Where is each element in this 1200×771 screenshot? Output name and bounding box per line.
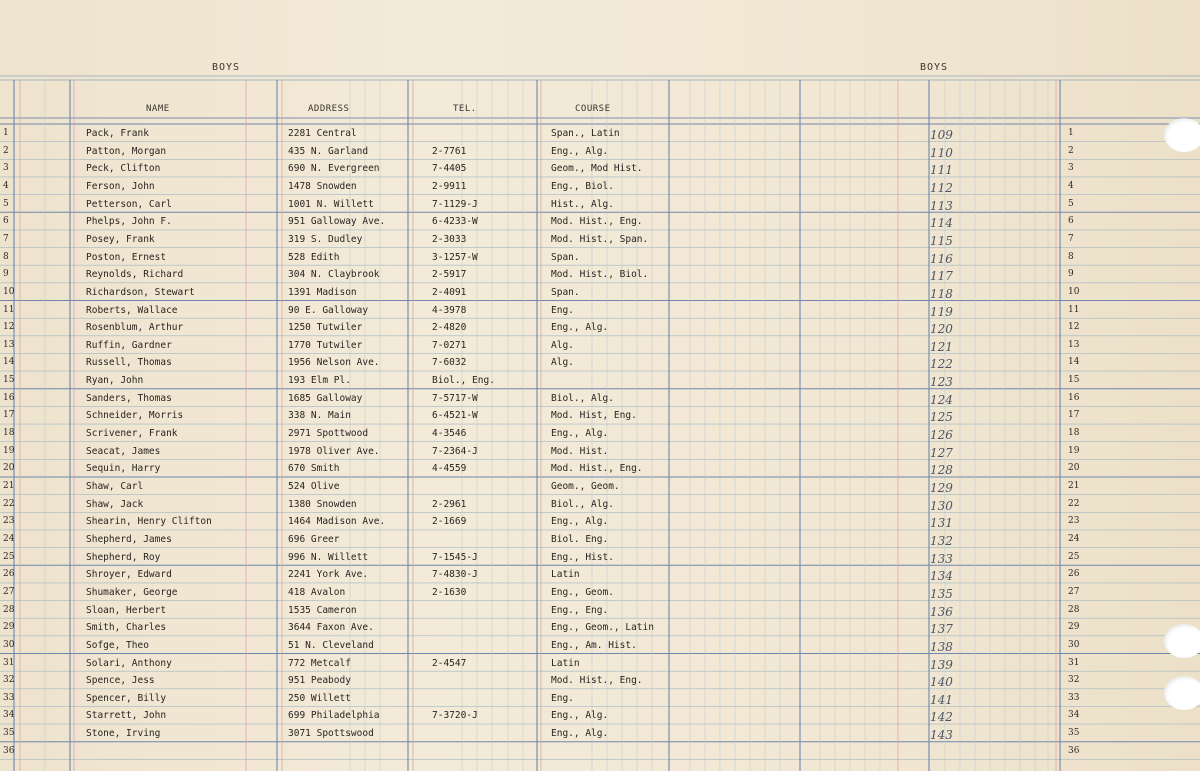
student-address: 690 N. Evergreen xyxy=(288,163,380,175)
handwritten-number: 117 xyxy=(930,269,953,284)
student-name: Spence, Jess xyxy=(86,675,155,687)
student-tel: 2-5917 xyxy=(432,269,467,281)
student-tel: 3-1257-W xyxy=(432,251,478,263)
row-number-left: 11 xyxy=(3,304,15,315)
header-tel: TEL. xyxy=(453,104,477,114)
row-number-left: 4 xyxy=(3,180,9,191)
student-tel: Biol., Eng. xyxy=(432,375,495,387)
student-address: 1464 Madison Ave. xyxy=(288,516,386,528)
student-address: 418 Avalon xyxy=(288,586,346,598)
handwritten-number: 140 xyxy=(930,675,953,690)
row-number-left: 21 xyxy=(3,481,15,491)
student-course: Eng., Geom., Latin xyxy=(551,622,654,634)
student-course: Eng. xyxy=(551,692,574,704)
student-name: Stone, Irving xyxy=(86,728,161,740)
row-number-right: 15 xyxy=(1068,375,1080,386)
row-number-right: 26 xyxy=(1068,569,1080,580)
row-number-right: 35 xyxy=(1068,728,1080,739)
row-number-right: 28 xyxy=(1068,604,1080,615)
student-course: Geom., Geom. xyxy=(551,481,620,492)
row-number-right: 22 xyxy=(1068,498,1080,509)
student-address: 250 Willett xyxy=(288,692,351,704)
row-number-left: 33 xyxy=(3,692,15,703)
student-address: 524 Olive xyxy=(288,481,340,492)
row-number-left: 27 xyxy=(3,586,15,597)
student-course: Biol., Alg. xyxy=(551,498,614,510)
student-name: Smith, Charles xyxy=(86,622,167,634)
row-number-left: 5 xyxy=(3,198,9,209)
handwritten-number: 112 xyxy=(930,180,953,195)
row-number-left: 17 xyxy=(3,410,15,421)
row-number-left: 3 xyxy=(3,163,9,174)
row-number-right: 31 xyxy=(1068,657,1080,668)
student-course: Span. xyxy=(551,251,580,263)
student-course: Hist., Alg. xyxy=(551,198,614,210)
student-address: 696 Greer xyxy=(288,533,340,545)
student-tel: 2-3033 xyxy=(432,233,467,245)
student-name: Shroyer, Edward xyxy=(86,569,172,581)
row-number-right: 10 xyxy=(1068,286,1080,297)
handwritten-number: 110 xyxy=(930,145,953,160)
row-number-left: 25 xyxy=(3,551,15,562)
student-tel: 7-0271 xyxy=(432,339,467,351)
row-number-left: 10 xyxy=(3,286,15,297)
student-name: Petterson, Carl xyxy=(86,198,172,210)
student-address: 1978 Oliver Ave. xyxy=(288,445,380,457)
student-course: Eng. xyxy=(551,304,574,316)
handwritten-number: 128 xyxy=(930,463,953,478)
student-tel: 2-1630 xyxy=(432,586,467,598)
student-address: 1250 Tutwiler xyxy=(288,322,363,334)
handwritten-number: 143 xyxy=(930,728,953,743)
binder-hole xyxy=(1164,118,1200,152)
student-name: Solari, Anthony xyxy=(86,657,172,669)
handwritten-number: 126 xyxy=(930,428,953,443)
student-name: Ferson, John xyxy=(86,180,155,192)
row-number-left: 34 xyxy=(3,710,15,721)
student-tel: 6-4233-W xyxy=(432,216,478,228)
row-number-right: 19 xyxy=(1068,445,1080,456)
student-name: Sofge, Theo xyxy=(86,639,149,651)
student-address: 670 Smith xyxy=(288,463,340,475)
student-name: Richardson, Stewart xyxy=(86,286,195,298)
row-number-left: 23 xyxy=(3,516,15,527)
handwritten-number: 132 xyxy=(930,533,953,548)
row-number-left: 14 xyxy=(3,357,15,368)
row-number-left: 31 xyxy=(3,657,15,668)
student-course: Alg. xyxy=(551,357,574,369)
row-number-left: 26 xyxy=(3,569,15,580)
row-number-right: 6 xyxy=(1068,216,1074,227)
row-number-right: 1 xyxy=(1068,128,1074,138)
row-number-left: 35 xyxy=(3,728,15,739)
header-course: COURSE xyxy=(575,104,611,114)
student-name: Shaw, Jack xyxy=(86,498,144,510)
row-number-right: 11 xyxy=(1068,304,1080,315)
student-name: Sloan, Herbert xyxy=(86,604,167,616)
row-number-left: 20 xyxy=(3,463,15,474)
student-tel: 2-4091 xyxy=(432,286,467,298)
student-address: 2281 Central xyxy=(288,128,357,139)
student-course: Eng., Alg. xyxy=(551,322,609,334)
student-name: Scrivener, Frank xyxy=(86,428,178,440)
student-address: 1380 Snowden xyxy=(288,498,357,510)
row-number-right: 24 xyxy=(1068,533,1080,544)
handwritten-number: 137 xyxy=(930,622,953,637)
student-name: Posey, Frank xyxy=(86,233,155,245)
row-number-right: 2 xyxy=(1068,145,1074,156)
row-number-right: 21 xyxy=(1068,481,1080,491)
row-number-right: 13 xyxy=(1068,339,1080,350)
handwritten-number: 111 xyxy=(930,163,953,178)
student-name: Shearin, Henry Clifton xyxy=(86,516,212,528)
student-tel: 7-4830-J xyxy=(432,569,478,581)
student-address: 51 N. Cleveland xyxy=(288,639,374,651)
handwritten-number: 116 xyxy=(930,251,953,266)
student-course: Eng., Geom. xyxy=(551,586,614,598)
row-number-left: 13 xyxy=(3,339,15,350)
row-number-right: 33 xyxy=(1068,692,1080,703)
row-number-left: 19 xyxy=(3,445,15,456)
student-tel: 4-4559 xyxy=(432,463,467,475)
student-address: 1770 Tutwiler xyxy=(288,339,363,351)
student-course: Eng., Alg. xyxy=(551,516,609,528)
student-tel: 7-1545-J xyxy=(432,551,478,563)
handwritten-number: 118 xyxy=(930,286,953,301)
student-address: 304 N. Claybrook xyxy=(288,269,380,281)
student-address: 528 Edith xyxy=(288,251,340,263)
row-number-left: 12 xyxy=(3,322,15,333)
student-address: 338 N. Main xyxy=(288,410,351,422)
row-number-right: 36 xyxy=(1068,745,1080,756)
row-number-right: 9 xyxy=(1068,269,1074,280)
handwritten-number: 120 xyxy=(930,322,953,337)
student-course: Alg. xyxy=(551,339,574,351)
student-course: Mod. Hist., Eng. xyxy=(551,675,643,687)
handwritten-number: 135 xyxy=(930,586,953,601)
row-number-left: 1 xyxy=(3,128,9,138)
student-course: Mod. Hist., Eng. xyxy=(551,216,643,228)
student-tel: 7-4405 xyxy=(432,163,467,175)
student-course: Eng., Biol. xyxy=(551,180,614,192)
student-course: Eng., Hist. xyxy=(551,551,614,563)
student-address: 90 E. Galloway xyxy=(288,304,369,316)
student-address: 1956 Nelson Ave. xyxy=(288,357,380,369)
student-name: Starrett, John xyxy=(86,710,167,722)
student-course: Biol., Alg. xyxy=(551,392,614,404)
student-course: Eng., Alg. xyxy=(551,710,609,722)
student-tel: 2-4547 xyxy=(432,657,467,669)
row-number-right: 4 xyxy=(1068,180,1074,191)
student-tel: 2-9911 xyxy=(432,180,467,192)
handwritten-number: 142 xyxy=(930,710,953,725)
row-number-left: 7 xyxy=(3,233,9,244)
student-course: Span., Latin xyxy=(551,128,620,139)
student-address: 193 Elm Pl. xyxy=(288,375,351,387)
student-address: 2241 York Ave. xyxy=(288,569,369,581)
student-name: Patton, Morgan xyxy=(86,145,167,157)
row-number-right: 8 xyxy=(1068,251,1074,262)
student-tel: 2-7761 xyxy=(432,145,467,157)
handwritten-number: 113 xyxy=(930,198,953,213)
binder-hole xyxy=(1164,624,1200,658)
row-number-right: 3 xyxy=(1068,163,1074,174)
row-number-right: 27 xyxy=(1068,586,1080,597)
row-number-left: 18 xyxy=(3,428,15,439)
handwritten-number: 123 xyxy=(930,375,953,390)
row-number-left: 30 xyxy=(3,639,15,650)
row-number-left: 29 xyxy=(3,622,15,633)
student-name: Reynolds, Richard xyxy=(86,269,184,281)
student-tel: 2-1669 xyxy=(432,516,467,528)
handwritten-number: 141 xyxy=(930,692,953,707)
handwritten-number: 129 xyxy=(930,481,953,495)
header-address: ADDRESS xyxy=(308,104,350,114)
student-name: Shepherd, Roy xyxy=(86,551,161,563)
student-name: Peck, Clifton xyxy=(86,163,161,175)
row-number-right: 14 xyxy=(1068,357,1080,368)
student-course: Geom., Mod Hist. xyxy=(551,163,643,175)
student-name: Shaw, Carl xyxy=(86,481,144,492)
row-number-left: 9 xyxy=(3,269,9,280)
student-tel: 6-4521-W xyxy=(432,410,478,422)
student-name: Poston, Ernest xyxy=(86,251,167,263)
row-number-right: 16 xyxy=(1068,392,1080,403)
row-number-left: 24 xyxy=(3,533,15,544)
student-address: 1001 N. Willett xyxy=(288,198,374,210)
row-number-right: 34 xyxy=(1068,710,1080,721)
student-tel: 7-5717-W xyxy=(432,392,478,404)
student-name: Shumaker, George xyxy=(86,586,178,598)
student-name: Schneider, Morris xyxy=(86,410,184,422)
row-number-right: 17 xyxy=(1068,410,1080,421)
student-course: Mod. Hist., Span. xyxy=(551,233,649,245)
row-number-right: 20 xyxy=(1068,463,1080,474)
student-name: Sequin, Harry xyxy=(86,463,161,475)
row-number-right: 7 xyxy=(1068,233,1074,244)
student-name: Phelps, John F. xyxy=(86,216,172,228)
student-course: Mod. Hist, Eng. xyxy=(551,410,637,422)
row-number-left: 22 xyxy=(3,498,15,509)
student-address: 1685 Galloway xyxy=(288,392,363,404)
student-tel: 7-3720-J xyxy=(432,710,478,722)
handwritten-number: 138 xyxy=(930,639,953,654)
student-name: Seacat, James xyxy=(86,445,161,457)
row-number-right: 12 xyxy=(1068,322,1080,333)
student-tel: 7-2364-J xyxy=(432,445,478,457)
row-number-left: 6 xyxy=(3,216,9,227)
student-name: Ruffin, Gardner xyxy=(86,339,172,351)
student-tel: 2-4820 xyxy=(432,322,467,334)
student-name: Shepherd, James xyxy=(86,533,172,545)
student-name: Spencer, Billy xyxy=(86,692,167,704)
student-course: Latin xyxy=(551,569,580,581)
student-name: Pack, Frank xyxy=(86,128,149,139)
student-tel: 4-3546 xyxy=(432,428,467,440)
row-number-left: 16 xyxy=(3,392,15,403)
student-address: 996 N. Willett xyxy=(288,551,369,563)
row-number-right: 29 xyxy=(1068,622,1080,633)
student-address: 1535 Cameron xyxy=(288,604,357,616)
student-address: 319 S. Dudley xyxy=(288,233,363,245)
student-course: Eng., Am. Hist. xyxy=(551,639,637,651)
student-name: Ryan, John xyxy=(86,375,144,387)
handwritten-number: 133 xyxy=(930,551,953,566)
page-title-left: BOYS xyxy=(212,62,241,73)
row-number-right: 5 xyxy=(1068,198,1074,209)
header-name: NAME xyxy=(146,104,170,114)
row-number-right: 30 xyxy=(1068,639,1080,650)
student-course: Eng., Alg. xyxy=(551,428,609,440)
student-course: Eng., Alg. xyxy=(551,145,609,157)
handwritten-number: 119 xyxy=(930,304,953,319)
row-number-left: 2 xyxy=(3,145,9,156)
student-course: Span. xyxy=(551,286,580,298)
student-address: 1391 Madison xyxy=(288,286,357,298)
handwritten-number: 125 xyxy=(930,410,953,425)
student-course: Mod. Hist., Biol. xyxy=(551,269,649,281)
handwritten-number: 139 xyxy=(930,657,953,672)
student-course: Eng., Alg. xyxy=(551,728,609,740)
student-course: Eng., Eng. xyxy=(551,604,609,616)
row-number-left: 8 xyxy=(3,251,9,262)
binder-hole xyxy=(1164,676,1200,710)
handwritten-number: 130 xyxy=(930,498,953,513)
student-address: 3071 Spottswood xyxy=(288,728,374,740)
row-number-right: 18 xyxy=(1068,428,1080,439)
row-number-left: 28 xyxy=(3,604,15,615)
student-course: Biol. Eng. xyxy=(551,533,609,545)
row-number-right: 32 xyxy=(1068,675,1080,686)
handwritten-number: 127 xyxy=(930,445,953,460)
student-name: Russell, Thomas xyxy=(86,357,172,369)
student-name: Sanders, Thomas xyxy=(86,392,172,404)
student-course: Mod. Hist. xyxy=(551,445,609,457)
student-address: 435 N. Garland xyxy=(288,145,369,157)
student-address: 2971 Spottwood xyxy=(288,428,369,440)
handwritten-number: 109 xyxy=(930,128,953,142)
row-number-left: 15 xyxy=(3,375,15,386)
row-number-right: 23 xyxy=(1068,516,1080,527)
handwritten-number: 134 xyxy=(930,569,953,584)
student-name: Roberts, Wallace xyxy=(86,304,178,316)
handwritten-number: 115 xyxy=(930,233,953,248)
student-address: 951 Peabody xyxy=(288,675,351,687)
student-tel: 7-6032 xyxy=(432,357,467,369)
handwritten-number: 114 xyxy=(930,216,953,231)
student-address: 3644 Faxon Ave. xyxy=(288,622,374,634)
row-number-left: 36 xyxy=(3,745,15,756)
student-tel: 7-1129-J xyxy=(432,198,478,210)
row-number-left: 32 xyxy=(3,675,15,686)
row-number-right: 25 xyxy=(1068,551,1080,562)
student-tel: 4-3978 xyxy=(432,304,467,316)
student-address: 1478 Snowden xyxy=(288,180,357,192)
handwritten-number: 131 xyxy=(930,516,953,531)
student-name: Rosenblum, Arthur xyxy=(86,322,184,334)
student-address: 772 Metcalf xyxy=(288,657,351,669)
student-address: 699 Philadelphia xyxy=(288,710,380,722)
student-address: 951 Galloway Ave. xyxy=(288,216,386,228)
handwritten-number: 124 xyxy=(930,392,953,407)
handwritten-number: 136 xyxy=(930,604,953,619)
student-course: Latin xyxy=(551,657,580,669)
page-title-right: BOYS xyxy=(920,62,949,73)
student-tel: 2-2961 xyxy=(432,498,467,510)
student-course: Mod. Hist., Eng. xyxy=(551,463,643,475)
handwritten-number: 122 xyxy=(930,357,953,372)
handwritten-number: 121 xyxy=(930,339,953,354)
